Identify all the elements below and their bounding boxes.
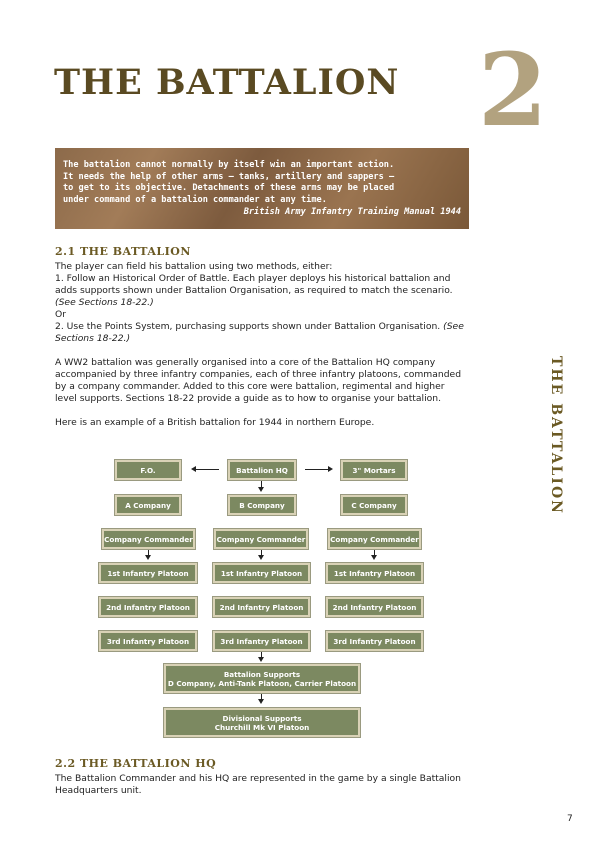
battalion-supports-title: Battalion Supports xyxy=(223,669,301,679)
platoon-box: 3rd Infantry Platoon xyxy=(99,631,197,651)
chapter-number: 2 xyxy=(478,31,548,149)
platoon-box: 1st Infantry Platoon xyxy=(213,563,310,583)
platoon-box: 2nd Infantry Platoon xyxy=(99,597,197,617)
quote-box xyxy=(55,148,469,229)
platoon-box: 1st Infantry Platoon xyxy=(99,563,197,583)
section-body xyxy=(55,261,468,429)
or-text: Or xyxy=(55,309,67,320)
arrow-down-icon xyxy=(258,699,264,704)
arrow-down-icon xyxy=(258,657,264,662)
method-two-text: 2. Use the Points System, purchasing supports shown under Battalion Organisation. xyxy=(55,321,441,332)
method-one xyxy=(55,273,468,309)
company-commander-box: Company Commander xyxy=(214,529,308,549)
platoon-box: 3rd Infantry Platoon xyxy=(213,631,310,651)
company-box: B Company xyxy=(228,495,296,515)
platoon-box: 3rd Infantry Platoon xyxy=(326,631,423,651)
arrow-down-icon xyxy=(145,555,151,560)
connector-line xyxy=(305,469,328,470)
quote-line: to get to its objective. Detachments of these arms may be placed xyxy=(63,183,395,193)
quote-source: British Army Infantry Training Manual 1944 xyxy=(243,207,461,217)
battalion-supports-box xyxy=(164,664,360,693)
method-two-ref: (See Sections 18-22.) xyxy=(55,321,464,344)
divisional-supports-detail: Churchill Mk VI Platoon xyxy=(214,722,310,732)
organisation-paragraph: A WW2 battalion was generally organised into a core of the Battalion HQ company accompanied by three infantry companies, each of three infantry platoons, commanded by a company commander. Added to this core were battalion, regimental and higher level supports. Sections 18-22 provide a guide as to how to organise your battalion. xyxy=(55,357,462,404)
company-commander-box: Company Commander xyxy=(102,529,195,549)
side-label: THE BATTALION xyxy=(548,356,564,515)
divisional-supports-title: Divisional Supports xyxy=(222,713,302,723)
method-one-text: 1. Follow an Historical Order of Battle. Each player deploys his historical battalion and adds supports shown under Battalion Organisation, as required to match the scenario. xyxy=(55,273,453,296)
arrow-down-icon xyxy=(371,555,377,560)
battalion-supports-detail: D Company, Anti-Tank Platoon, Carrier Platoon xyxy=(167,678,357,688)
hq-paragraph: The Battalion Commander and his HQ are represented in the game by a single Battalion Headquarters unit. xyxy=(55,773,461,796)
page-number: 7 xyxy=(567,814,573,824)
arrow-down-icon xyxy=(258,555,264,560)
company-box: A Company xyxy=(115,495,181,515)
chapter-title: THE BATTALION xyxy=(54,62,400,103)
method-one-ref: (See Sections 18-22.) xyxy=(55,297,154,308)
section-heading: 2.1 THE BATTALION xyxy=(55,245,191,258)
battalion-hq-box: Battalion HQ xyxy=(228,460,296,480)
fo-box: F.O. xyxy=(115,460,181,480)
connector-line xyxy=(196,469,219,470)
company-commander-box: Company Commander xyxy=(328,529,421,549)
divisional-supports-box xyxy=(164,708,360,737)
section-heading: 2.2 THE BATTALION HQ xyxy=(55,757,217,770)
intro-text: The player can field his battalion using two methods, either: xyxy=(55,261,333,272)
platoon-box: 2nd Infantry Platoon xyxy=(326,597,423,617)
quote-line: It needs the help of other arms – tanks, artillery and sappers – xyxy=(63,171,395,182)
platoon-box: 1st Infantry Platoon xyxy=(326,563,423,583)
platoon-box: 2nd Infantry Platoon xyxy=(213,597,310,617)
quote-line: The battalion cannot normally by itself win an important action. xyxy=(63,160,395,170)
example-text: Here is an example of a British battalion for 1944 in northern Europe. xyxy=(55,417,375,428)
arrow-down-icon xyxy=(258,487,264,492)
arrow-right-icon xyxy=(328,466,333,472)
method-two xyxy=(55,321,468,345)
quote-line: under command of a battalion commander at any time. xyxy=(63,194,327,205)
arrow-left-icon xyxy=(191,466,196,472)
company-box: C Company xyxy=(341,495,407,515)
mortars-box: 3" Mortars xyxy=(341,460,407,480)
